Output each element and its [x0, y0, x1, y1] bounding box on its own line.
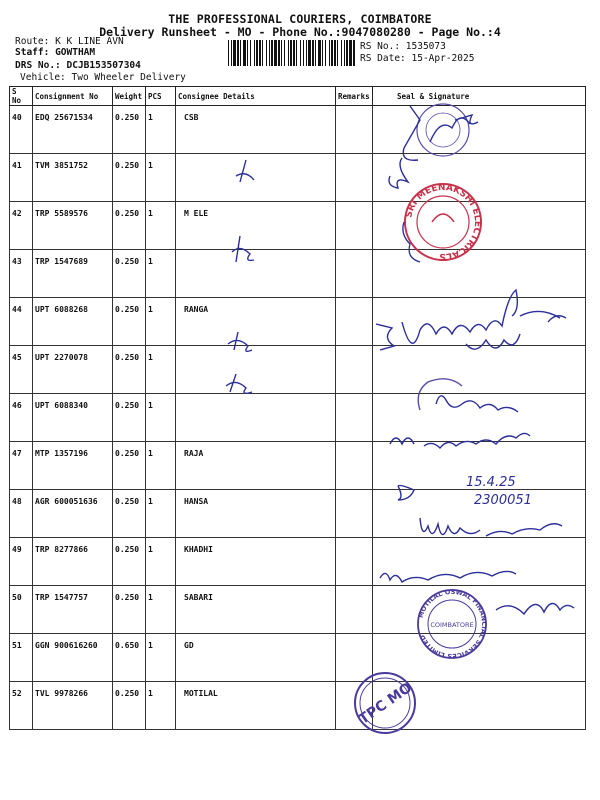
cell-remarks: [336, 538, 373, 586]
barcode-bar: [256, 40, 258, 66]
cell-pcs: 1: [146, 346, 176, 394]
cell-seal-signature: [373, 202, 586, 250]
barcode-bar: [243, 40, 246, 66]
runsheet-table: [9, 86, 586, 730]
cell-remarks: [336, 106, 373, 154]
barcode-bar: [254, 40, 255, 66]
cell-seal-signature: [373, 634, 586, 682]
table-row: [10, 250, 586, 298]
barcode-bar: [281, 40, 282, 66]
cell-sno: 52: [10, 682, 33, 730]
cell-remarks: [336, 346, 373, 394]
staff-value: GOWTHAM: [55, 47, 96, 58]
barcode-bar: [331, 40, 333, 66]
drs-line: [15, 60, 141, 71]
cell-remarks: [336, 298, 373, 346]
col-header-sno: S No: [10, 87, 33, 106]
cell-consignee: RANGA: [176, 298, 336, 346]
cell-remarks: [336, 682, 373, 730]
cell-consignment: TVL 9978266: [33, 682, 113, 730]
cell-remarks: [336, 490, 373, 538]
barcode-bar: [271, 40, 273, 66]
barcode-bar: [303, 40, 304, 66]
cell-pcs: 1: [146, 442, 176, 490]
drs-value: DCJB153507304: [66, 60, 141, 71]
cell-consignee: HANSA: [176, 490, 336, 538]
cell-consignee: [176, 346, 336, 394]
rs-no-label: RS No.:: [360, 41, 401, 52]
barcode-bar: [231, 40, 232, 66]
vehicle-label: Vehicle:: [20, 72, 66, 83]
cell-consignee: RAJA: [176, 442, 336, 490]
cell-weight: 0.250: [113, 154, 146, 202]
cell-pcs: 1: [146, 586, 176, 634]
rs-date-value: 15-Apr-2025: [411, 53, 475, 64]
cell-sno: 40: [10, 106, 33, 154]
cell-sno: 44: [10, 298, 33, 346]
barcode-image: [228, 40, 356, 66]
barcode-bar: [266, 40, 267, 66]
rs-date-label: RS Date:: [360, 53, 406, 64]
cell-consignee: KHADHI: [176, 538, 336, 586]
cell-consignee: CSB: [176, 106, 336, 154]
cell-sno: 50: [10, 586, 33, 634]
rs-no-line: [360, 41, 446, 52]
meenakshi-seal-text: SRI MEENAKSHI ELECTRICALS: [404, 182, 483, 262]
runsheet-title: THE PROFESSIONAL COURIERS, COIMBATORE: [168, 12, 432, 26]
cell-weight: 0.250: [113, 298, 146, 346]
cell-weight: 0.250: [113, 346, 146, 394]
cell-pcs: 1: [146, 202, 176, 250]
barcode-bar: [346, 40, 348, 66]
cell-pcs: 1: [146, 298, 176, 346]
vehicle-line: [20, 72, 186, 83]
barcode-bar: [262, 40, 263, 66]
barcode-bar: [312, 40, 314, 66]
barcode-bar: [259, 40, 261, 66]
cell-consignee: [176, 250, 336, 298]
barcode-bar: [322, 40, 323, 66]
barcode-bar: [296, 40, 297, 66]
table-row: [10, 682, 586, 730]
table-header-row: [10, 87, 586, 106]
cell-pcs: 1: [146, 682, 176, 730]
cell-seal-signature: [373, 154, 586, 202]
cell-sno: 42: [10, 202, 33, 250]
barcode-bar: [240, 40, 241, 66]
cell-weight: 0.650: [113, 634, 146, 682]
barcode-bar: [233, 40, 236, 66]
barcode-bar: [293, 40, 295, 66]
table-row: [10, 586, 586, 634]
cell-sno: 43: [10, 250, 33, 298]
cell-consignment: TRP 1547757: [33, 586, 113, 634]
cell-weight: 0.250: [113, 394, 146, 442]
route-line: [15, 36, 124, 47]
motilal-seal-text: MOTILAL OSWAL FINANCIAL SERVICES LIMITED: [416, 587, 489, 661]
cell-consignment: GGN 900616260: [33, 634, 113, 682]
cell-consignment: UPT 2270078: [33, 346, 113, 394]
rs-no-value: 1535073: [405, 41, 446, 52]
handwritten-code-note: 2300051: [474, 493, 532, 508]
cell-remarks: [336, 154, 373, 202]
barcode-bar: [237, 40, 239, 66]
cell-consignment: UPT 6088268: [33, 298, 113, 346]
vehicle-value: Two Wheeler Delivery: [71, 72, 186, 83]
table-row: [10, 490, 586, 538]
barcode-bar: [353, 40, 355, 66]
staff-label: Staff:: [15, 47, 50, 58]
col-header-consignment: Consignment No: [33, 87, 113, 106]
route-label: Route:: [15, 36, 50, 47]
cell-consignee: GD: [176, 634, 336, 682]
barcode-bar: [341, 40, 342, 66]
cell-consignment: MTP 1357196: [33, 442, 113, 490]
barcode-bar: [274, 40, 277, 66]
table-row: [10, 106, 586, 154]
cell-pcs: 1: [146, 538, 176, 586]
cell-consignment: TRP 1547689: [33, 250, 113, 298]
handwritten-date-note: 15.4.25: [466, 475, 516, 490]
barcode-bar: [315, 40, 316, 66]
cell-seal-signature: [373, 250, 586, 298]
barcode-bar: [300, 40, 301, 66]
cell-sno: 47: [10, 442, 33, 490]
cell-pcs: 1: [146, 634, 176, 682]
cell-weight: 0.250: [113, 490, 146, 538]
cell-remarks: [336, 634, 373, 682]
cell-weight: 0.250: [113, 682, 146, 730]
barcode-bar: [290, 40, 292, 66]
cell-remarks: [336, 586, 373, 634]
runsheet-subtitle: Delivery Runsheet - MO - Phone No.:9047080280 - Page No.:4: [99, 25, 501, 39]
rs-date-line: [360, 53, 474, 64]
barcode-bar: [349, 40, 352, 66]
cell-pcs: 1: [146, 490, 176, 538]
cell-consignment: AGR 600051636: [33, 490, 113, 538]
cell-sno: 46: [10, 394, 33, 442]
barcode-bar: [250, 40, 251, 66]
cell-weight: 0.250: [113, 538, 146, 586]
col-header-remarks: Remarks: [336, 87, 373, 106]
table-row: [10, 394, 586, 442]
tpc-seal-text: TPC MO: [356, 679, 416, 728]
drs-label: DRS No.:: [15, 60, 61, 71]
cell-sno: 45: [10, 346, 33, 394]
cell-consignee: SABARI: [176, 586, 336, 634]
barcode-bar: [269, 40, 270, 66]
table-row: [10, 202, 586, 250]
cell-pcs: 1: [146, 106, 176, 154]
barcode-bar: [284, 40, 285, 66]
cell-consignment: EDQ 25671534: [33, 106, 113, 154]
cell-consignment: TRP 5589576: [33, 202, 113, 250]
table-row: [10, 346, 586, 394]
cell-consignment: UPT 6088340: [33, 394, 113, 442]
cell-remarks: [336, 202, 373, 250]
table-row: [10, 442, 586, 490]
table-row: [10, 298, 586, 346]
cell-seal-signature: [373, 346, 586, 394]
cell-remarks: [336, 394, 373, 442]
cell-weight: 0.250: [113, 586, 146, 634]
route-value: K K LINE AVN: [55, 36, 124, 47]
cell-remarks: [336, 250, 373, 298]
cell-consignment: TRP 8277866: [33, 538, 113, 586]
barcode-bar: [337, 40, 338, 66]
cell-seal-signature: [373, 586, 586, 634]
cell-pcs: 1: [146, 394, 176, 442]
cell-consignee: MOTILAL: [176, 682, 336, 730]
barcode-bar: [318, 40, 321, 66]
cell-weight: 0.250: [113, 442, 146, 490]
table-row: [10, 154, 586, 202]
cell-pcs: 1: [146, 250, 176, 298]
cell-seal-signature: [373, 682, 586, 730]
barcode-bar: [247, 40, 248, 66]
cell-consignee: [176, 394, 336, 442]
cell-seal-signature: [373, 442, 586, 490]
cell-sno: 51: [10, 634, 33, 682]
cell-seal-signature: [373, 538, 586, 586]
barcode-bar: [329, 40, 330, 66]
cell-consignment: TVM 3851752: [33, 154, 113, 202]
barcode-bar: [344, 40, 345, 66]
barcode-bar: [325, 40, 326, 66]
table-row: [10, 634, 586, 682]
barcode-bar: [308, 40, 311, 66]
cell-sno: 48: [10, 490, 33, 538]
col-header-seal: Seal & Signature: [373, 87, 586, 106]
cell-consignee: [176, 154, 336, 202]
barcode-bar: [306, 40, 307, 66]
col-header-weight: Weight: [113, 87, 146, 106]
cell-seal-signature: [373, 490, 586, 538]
cell-weight: 0.250: [113, 106, 146, 154]
staff-line: [15, 47, 95, 58]
cell-seal-signature: [373, 106, 586, 154]
cell-pcs: 1: [146, 154, 176, 202]
col-header-consignee: Consignee Details: [176, 87, 336, 106]
cell-sno: 49: [10, 538, 33, 586]
col-header-pcs: PCS: [146, 87, 176, 106]
cell-consignee: M ELE: [176, 202, 336, 250]
table-row: [10, 538, 586, 586]
barcode-bar: [288, 40, 289, 66]
cell-seal-signature: [373, 298, 586, 346]
motilal-seal-city: COIMBATORE: [430, 621, 474, 629]
cell-remarks: [336, 442, 373, 490]
barcode-bar: [334, 40, 336, 66]
cell-weight: 0.250: [113, 250, 146, 298]
cell-seal-signature: [373, 394, 586, 442]
cell-weight: 0.250: [113, 202, 146, 250]
barcode-bar: [228, 40, 229, 66]
barcode-bar: [278, 40, 280, 66]
cell-sno: 41: [10, 154, 33, 202]
